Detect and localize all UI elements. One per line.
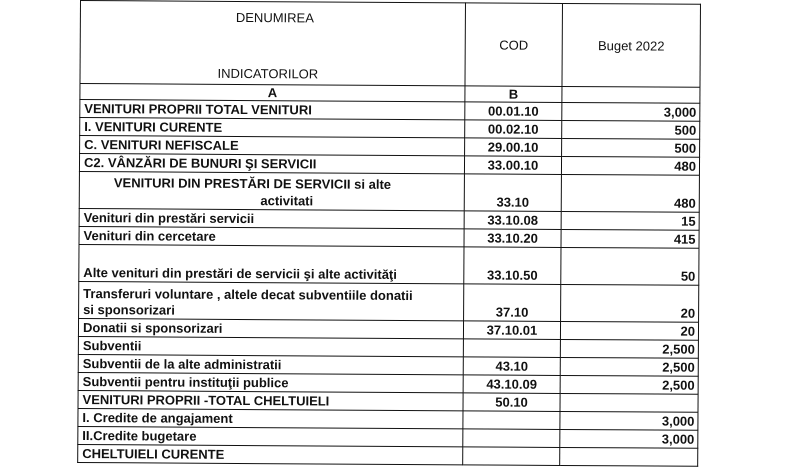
row-value: 3,000 xyxy=(560,429,698,448)
row-value xyxy=(560,393,698,412)
column-letter-empty xyxy=(562,86,700,103)
row-value: 2,500 xyxy=(560,339,698,358)
header-name-line1: DENUMIREA xyxy=(235,9,314,26)
header-name-cell xyxy=(80,1,465,86)
row-name: I. Credite de angajament xyxy=(78,408,463,428)
row-name: Venituri din prestări servicii xyxy=(79,208,464,228)
row-name: Subventii pentru instituţii publice xyxy=(78,372,463,392)
row-value xyxy=(560,447,698,466)
row-name xyxy=(79,171,464,210)
row-name: VENITURI PROPRII -TOTAL CHELTUIELI xyxy=(78,390,463,410)
row-cod: 33.10 xyxy=(464,174,561,212)
column-letter-a: A xyxy=(80,84,465,102)
table-row xyxy=(79,171,699,212)
row-value: 20 xyxy=(560,321,698,340)
row-value: 415 xyxy=(561,229,699,248)
row-name: Donatii si sponsorizari xyxy=(78,318,463,338)
row-name: Subventii xyxy=(78,336,463,356)
table-row xyxy=(79,281,699,322)
row-cod: 33.10.50 xyxy=(464,247,561,285)
row-cod: 33.00.10 xyxy=(464,156,561,175)
row-cod: 33.10.08 xyxy=(464,211,561,230)
row-name: C2. VÂNZĂRI DE BUNURI ŞI SERVICII xyxy=(79,154,464,174)
row-cod xyxy=(463,447,560,466)
row-cod: 37.10 xyxy=(464,284,561,322)
table-row xyxy=(79,244,699,285)
row-value: 50 xyxy=(561,247,699,285)
row-cod: 43.10.09 xyxy=(463,375,560,394)
row-cod: 50.10 xyxy=(463,393,560,412)
row-name-line1: VENITURI DIN PRESTĂRI DE SERVICII si alte xyxy=(113,175,392,192)
row-name: I. VENITURI CURENTE xyxy=(80,118,465,138)
budget-document xyxy=(77,0,700,462)
table-row xyxy=(78,444,698,466)
row-name xyxy=(79,281,464,320)
row-name: II.Credite bugetare xyxy=(78,426,463,446)
row-value: 480 xyxy=(561,174,699,212)
row-value: 15 xyxy=(561,211,699,230)
row-name: CHELTUIELI CURENTE xyxy=(78,444,463,464)
row-cod: 29.00.10 xyxy=(465,138,562,157)
row-name-line2: activitati xyxy=(260,193,314,209)
row-value: 3,000 xyxy=(562,102,700,121)
row-cod: 37.10.01 xyxy=(463,321,560,340)
row-cod xyxy=(463,429,560,448)
header-row xyxy=(80,1,700,88)
row-name-line2: si sponsorizari xyxy=(83,302,175,318)
row-value: 2,500 xyxy=(560,375,698,394)
row-value: 20 xyxy=(561,284,699,322)
row-value: 480 xyxy=(561,156,699,175)
row-cod: 00.02.10 xyxy=(465,120,562,139)
row-value: 3,000 xyxy=(560,411,698,430)
row-name: VENITURI PROPRII TOTAL VENITURI xyxy=(80,100,465,120)
row-cod: 33.10.20 xyxy=(464,229,561,248)
header-budget: Buget 2022 xyxy=(562,3,701,87)
row-value: 500 xyxy=(562,120,700,139)
column-letter-b: B xyxy=(465,86,562,103)
row-cod xyxy=(463,339,560,358)
row-name: Venituri din cercetare xyxy=(79,226,464,246)
row-cod: 43.10 xyxy=(463,357,560,376)
header-cod: COD xyxy=(465,3,563,87)
row-cod: 00.01.10 xyxy=(465,102,562,121)
row-name: Alte venituri din prestări de servicii şi alte activităţi xyxy=(79,244,464,283)
row-name-line1: Transferuri voluntare , altele decat subventiile donatii xyxy=(83,286,413,304)
row-value: 2,500 xyxy=(560,357,698,376)
row-name: C. VENITURI NEFISCALE xyxy=(80,136,465,156)
row-value: 500 xyxy=(562,138,700,157)
row-cod xyxy=(463,411,560,430)
header-name-line2: INDICATORILOR xyxy=(217,65,319,82)
budget-table xyxy=(77,0,701,467)
row-name: Subventii de la alte administratii xyxy=(78,354,463,374)
